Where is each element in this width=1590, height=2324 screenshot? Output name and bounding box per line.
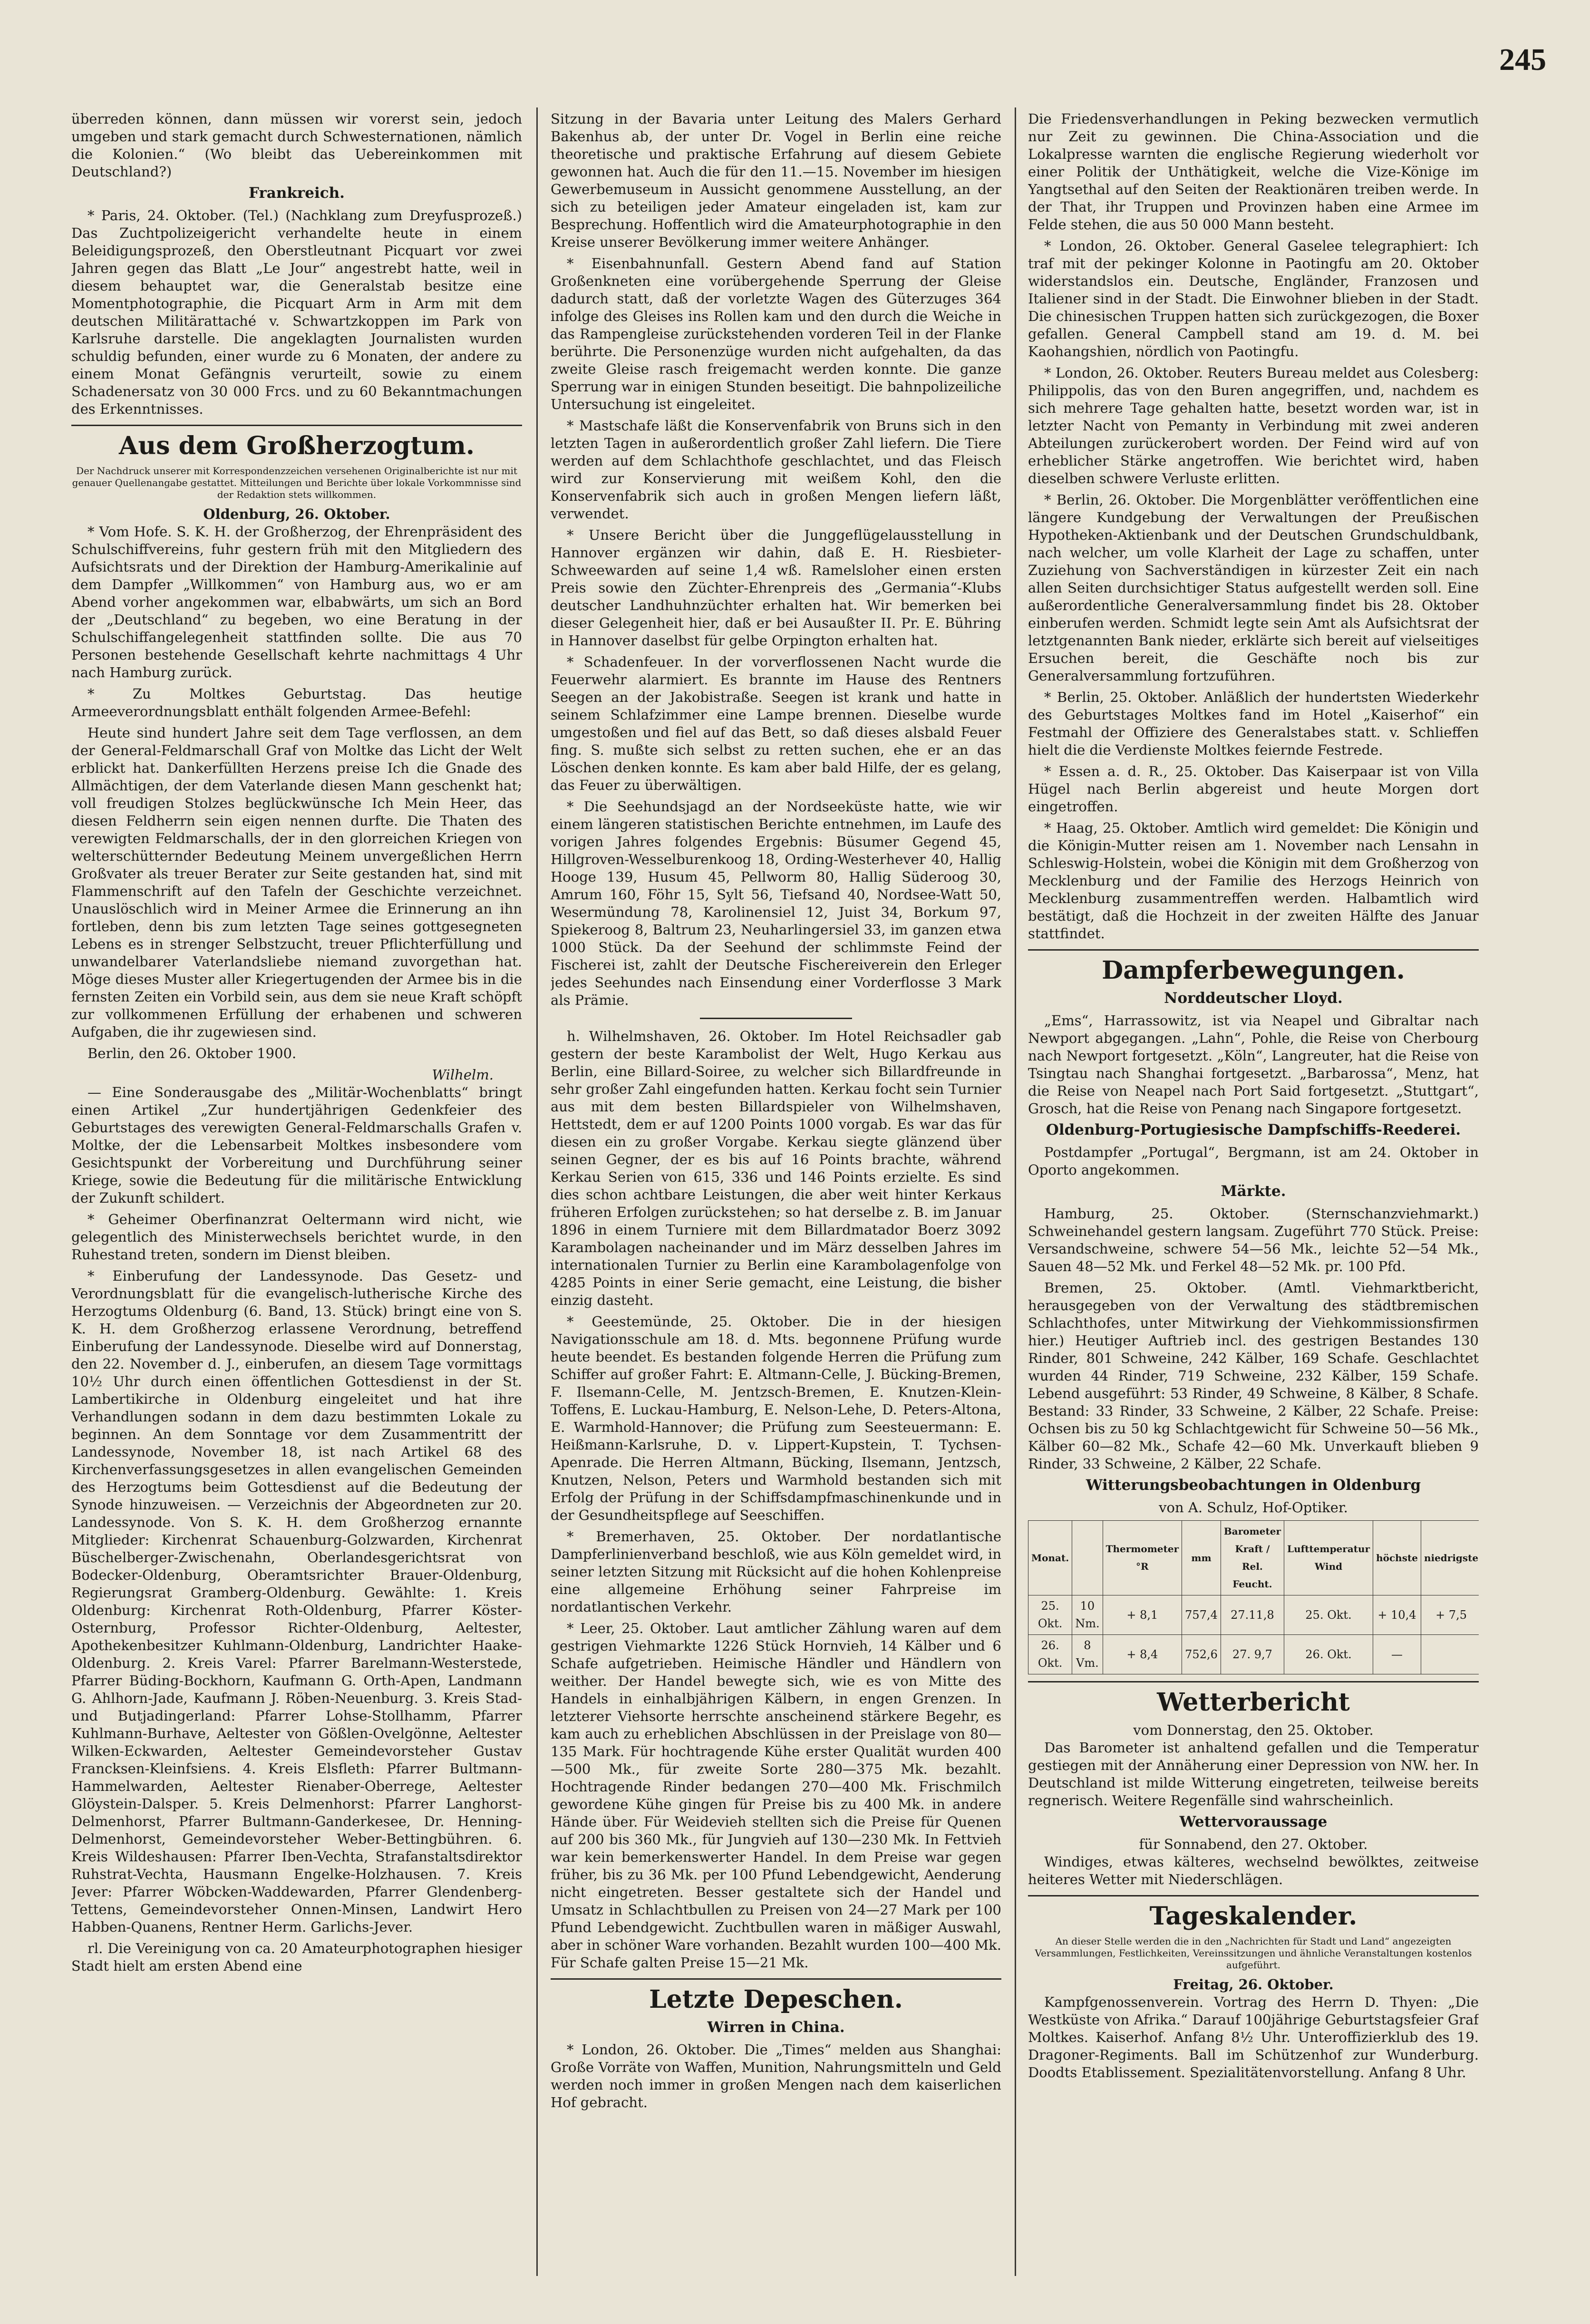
column-1 [71,110,522,2279]
table-cell: 25. Okt. [1284,1595,1373,1635]
table-cell: 10 Nm. [1072,1595,1103,1635]
table-cell: 26. Okt. [1284,1635,1373,1674]
subsection-heading: Wettervoraussage [1179,1813,1328,1830]
section-title: Letzte Depeschen. [551,1978,1001,2015]
article-mastschafe: * Mastschafe läßt die Konservenfabrik von Bruns sich in den letzten Tagen in außerordentlich großer Zahl liefern. Die Tiere werden auf dem Schlachthofe geschlachtet, und das Fleisch wird zur Konservierung mit weißem Kohl, den die Konservenfabrik sich auch in großen Mengen liefern läßt, verwendet. [551,418,1001,522]
column-header: Monat. [1028,1521,1072,1595]
subsection-heading: Norddeutscher Lloyd. [1164,990,1343,1007]
table-cell: 757,4 [1182,1595,1221,1635]
table-row [1028,1595,1479,1635]
article-text: überreden können, dann müssen wir vorerst sein, jedoch umgeben und stark gemacht durch Schwesternationen, nämlich die Kolonien.“ (Wo bleibt das Uebereinkommen mit Deutschland?) [71,111,522,180]
subsection-subtitle: für Sonnabend, den 27. Oktober. [1139,1836,1368,1852]
article-haag: * Haag, 25. Oktober. Amtlich wird gemeldet: Die Königin und die Königin-Mutter reisen am 1. November nach Lensahn in Schleswig-Holstein, wobei die Königin mit dem Großherzog von Mecklenburg und der Familie des Herzogs Heinrich von Mecklenburg zusammentreffen werden. Halbamtlich wird bestätigt, daß die Hochzeit in der zweiten Hälfte des Januar stattfindet. [1028,820,1479,942]
article-london-3: * London, 26. Oktober. Reuters Bureau meldet aus Colesberg: Philippolis, das von den Buren angegriffen, und, nachdem es sich mehrere Tage gehalten hatte, besetzt worden war, ist in letzter Nacht von Pemanty in Verbindung mit zwei anderen Abteilungen zurückerobert worden. Der Feind wird auf von erheblicher Stärke angetroffen. Wie berichtet wird, haben dieselben schwere Verluste erlitten. [1028,365,1479,486]
section-title: Dampferbewegungen. [1028,949,1479,986]
article-leer: * Leer, 25. Oktober. Laut amtlicher Zählung waren auf dem gestrigen Viehmarkte 1226 Stück Hornvieh, 14 Kälber und 6 Schafe aufgetrieben. Heimische Händler und Händlern von weither. Der Handel bewegte sich, wie es von Mitte des Handels in einhalbjährigen Kälbern, in engen Grenzen. In letzterer Viehsorte herrschte anscheinend stärkere Begehr, es kam auch zu erheblichen Abschlüssen in der Preislage von 80—135 Mark. Für hochtragende Kühe erster Qualität wurden 400—500 Mk., für zweite Sorte 280—375 Mk. bezahlt. Hochtragende Rinder bedangen 270—400 Mk. Frischmilch gewordene Kühe gingen für Preise bis zu 400 Mk. in andere Hände über. Für Weidevieh stellten sich die Preise für Quenen auf 200 bis 360 Mk., für Jungvieh auf 130—230 Mk. In Fettvieh war kein bemerkenswerter Handel. In dem Preise war gegen früher, bis zu 36 Mk. per 100 Pfund Lebendgewicht, Aenderung nicht eingetreten. Besser gestaltete sich der Handel und Umsatz in Schlachtbullen zu Preisen von 24—27 Mark per 100 Pfund Lebendgewicht. Zuchtbullen waren in mäßiger Auswahl, aber in schöner Ware vorhanden. Bezahlt wurden 100—400 Mk. Für Schafe galten Preise 15—21 Mk. [551,1620,1001,1971]
article-sonderausgabe: — Eine Sonderausgabe des „Militär-Wochenblatts“ bringt einen Artikel „Zur hundertjährigen Gedenkfeier des Geburtstages des verewigten General-Feldmarschalls Grafen v. Moltke, der die Lebensarbeit Moltkes insbesondere vom Gesichtspunkt der Vorbereitung und Durchführung seiner Kriege, sowie die Bedeutung für die militärische Entwicklung der Zukunft schildert. [71,1084,522,1206]
article-oeltermann: * Geheimer Oberfinanzrat Oeltermann wird nicht, wie gelegentlich des Ministerwechsels berichtet wurde, in den Ruhestand treten, sondern im Dienst bleiben. [71,1211,522,1263]
column-header: höchste [1373,1521,1421,1595]
article-text: Die Friedensverhandlungen in Peking bezwecken vermutlich nur Zeit zu gewinnen. Die China-Association und die Lokalpresse warnten die englische Regierung wiederholt vor einer Politik der Unthätigkeit, welche die Vize-Könige im Yangtsethal auf den Seiten der Reaktionären treiben werde. In der That, ihr Truppen und Provinzen haben eine Armee im Felde stehen, die aus 50 000 Mann besteht. [1028,111,1479,233]
article-wilhelmshaven: h. Wilhelmshaven, 26. Oktober. Im Hotel Reichsadler gab gestern der beste Karambolist der Welt, Hugo Kerkau aus Berlin, eine Billard-Soiree, zu welcher sich Billardfreunde in sehr großer Zahl eingefunden hatten. Kerkau focht sein Turnier aus mit dem besten Billardspieler von Wilhelmshaven, Hettstedt, dem er auf 1200 Points 1000 vorgab. Es war das für diesen ein zu großer Vorgabe. Kerkau siegte glänzend über seinen Gegner, der es bis auf 16 Points brachte, während Kerkau Serien von 615, 336 und 146 Points erzielte. Es sind dies schon achtbare Leistungen, die aber weit hinter Kerkaus früheren Erfolgen zurückstehen; so hat derselbe z. B. im Januar 1896 in einem Turniere mit dem Billardmatador Boerz 3092 Karambolagen nacheinander und im März desselben Jahres im internationalen Turnier zu Berlin eine Karambolagenfolge von 4285 Points in einer Serie gemacht, eine Leistung, die bisher einzig dasteht. [551,1028,1001,1308]
article-hamburg: Hamburg, 25. Oktober. (Sternschanzviehmarkt.) Schweinehandel gestern langsam. Zugeführt 770 Stück. Preise: Versandschweine, schwere 54—56 Mk., leichte 52—54 Mk., Sauen 48—52 Mk. und Ferkel 48—52 Mk. pr. 100 Pfd. [1028,1206,1479,1274]
article-essen: * Essen a. d. R., 25. Oktober. Das Kaiserpaar ist von Villa Hügel nach Berlin abgereist und heute Morgen dort eingetroffen. [1028,763,1479,815]
article-moltke-text: Heute sind hundert Jahre seit dem Tage verflossen, an dem der General-Feldmarschall Graf von Moltke das Licht der Welt erblickt hat. Dankerfüllten Herzens preise Ich die Gnade des Allmächtigen, der dem Vaterlande diesen Mann geschenkt hat; voll freudigen Stolzes beglückwünsche Ich Mein Heer, das diesen Feldherrn sein eigen nennen durfte. Die Thaten des verewigten Feldmarschalls, der in den glorreichen Kriegen von welterschütternder Bedeutung Meinem unvergeßlichen Herrn Großvater als treuer Berater zur Seite gestanden hat, sind mit Flammenschrift auf den Tafeln der Geschichte verzeichnet. Unauslöschlich wird in Meiner Armee die Erinnerung an ihn fortleben, denn bis zum letzten Tage seines gottgesegneten Lebens es in strenger Selbstzucht, treuer Pflichterfüllung und unwandelbarer Vaterlandsliebe niemand zuvorgethan hat. Möge dieses Muster aller Kriegertugenden der Armee bis in die fernsten Zeiten ein Vorbild sein, aus dem sie neue Kraft schöpft zur vollkommenen Erfüllung der erhabenen und schweren Aufgaben, die ihr zugewiesen sind. [71,725,522,1040]
column-header [1072,1521,1103,1595]
article-wetter: Das Barometer ist anhaltend gefallen und die Temperatur gestiegen mit der Annäherung einer Depression von NW. her. In Deutschland ist milde Witterung eingetreten, teilweise bereits regnerisch. Weitere Regenfälle sind wahrscheinlich. [1028,1740,1479,1809]
subsection-heading: Wirren in China. [707,2019,845,2036]
table-cell: — [1373,1635,1421,1674]
column-header: Thermometer °R [1103,1521,1182,1595]
column-rule [1015,107,1016,2276]
section-title: Aus dem Großherzogtum. [71,425,522,461]
subsection-heading: Frankreich. [249,185,345,202]
table-cell: 752,6 [1182,1635,1221,1674]
subsection-subtitle: von A. Schulz, Hof-Optiker. [1159,1499,1348,1516]
column-3 [1028,110,1479,2279]
article-landessynode: * Einberufung der Landessynode. Das Gesetz- und Verordnungsblatt für die evangelisch-lutherische Kirche des Herzogtums Oldenburg (6. Band, 13. Stück) bringt eine von S. K. H. dem Großherzog erlassene Verordnung, betreffend Einberufung der Landessynode. Dieselbe wird auf Donnerstag, den 22. November d. J., einberufen, an diesem Tage vormittags 10½ Uhr durch einen öffentlichen Gottesdienst in der St. Lambertikirche in Oldenburg eingeleitet und hat ihre Verhandlungen sodann in dem dazu bestimmten Lokale zu beginnen. An dem Sonntage vor dem Zusammentritt der Landessynode, November 18, ist nach Artikel 68 des Kirchenverfassungsgesetzes in allen evangelischen Gemeinden des Herzogtums beim Gottesdienst auf die Bedeutung der Synode hinzuweisen. — Verzeichnis der Abgeordneten zur 20. Landessynode. Von S. K. H. dem Großherzog ernannte Mitglieder: Kirchenrat Schauenburg-Golzwarden, Kirchenrat Büschelberger-Zwischenahn, Oberlandesgerichtsrat von Bodecker-Oldenburg, Oberamtsrichter Brauer-Oldenburg, Regierungsrat Gramberg-Oldenburg. Gewählte: 1. Kreis Oldenburg: Kirchenrat Roth-Oldenburg, Pfarrer Köster-Osternburg, Professor Richter-Oldenburg, Aeltester, Apothekenbesitzer Kuhlmann-Oldenburg, Landrichter Haake-Oldenburg. 2. Kreis Varel: Pfarrer Barelmann-Westerstede, Pfarrer Büding-Bockhorn, Kaufmann G. Orth-Apen, Landmann G. Ahlhorn-Jade, Kaufmann J. Röben-Neuenburg. 3. Kreis Stad- und Butjadingerland: Pfarrer Lohse-Stollhamm, Pfarrer Kuhlmann-Burhave, Aeltester von Gößlen-Ovelgönne, Aeltester Wilken-Eckwarden, Aeltester Gemeindevorsteher Gustav Francksen-Kleinfsiens. 4. Kreis Elsfleth: Pfarrer Bultmann-Hammelwarden, Aeltester Rienaber-Oberrege, Aeltester Glöystein-Dalsper. 5. Kreis Delmenhorst: Pfarrer Langhorst-Delmenhorst, Pfarrer Bultmann-Ganderkesee, Dr. Henning-Delmenhorst, Gemeindevorsteher Weber-Bettingbühren. 6. Kreis Wildeshausen: Pfarrer Iben-Vechta, Strafanstaltsdirektor Ruhstrat-Vechta, Hausmann Engelke-Holzhausen. 7. Kreis Jever: Pfarrer Wöbcken-Waddewarden, Pfarrer Glendenberg-Tettens, Gemeindevorsteher Onnen-Minsen, Landwirt Hero Habben-Quanens, Rentner Herm. Garlichs-Jever. [71,1268,522,1935]
table-cell: 8 Vm. [1072,1635,1103,1674]
table-row [1028,1635,1479,1674]
article-geestemuende: * Geestemünde, 25. Oktober. Die in der hiesigen Navigationsschule am 18. d. Mts. begonnene Prüfung wurde heute beendet. Es bestanden folgende Herren die Prüfung zum Schiffer auf großer Fahrt: E. Altmann-Celle, J. Bücking-Bremen, F. Ilsemann-Celle, M. Jentzsch-Bremen, E. Knutzen-Klein-Toffens, E. Luckau-Hamburg, E. Nelson-Lehe, D. Peters-Altona, E. Warmhold-Hannover; die Prüfung zum Seesteuermann: E. Heißmann-Karlsruhe, D. v. Lippert-Kupstein, T. Tychsen-Apenrade. Die Herren Altmann, Bücking, Ilsemann, Jentzsch, Knutzen, Nelson, Peters und Warmhold bestanden sich mit Erfolg der Prüfung in der Schiffsdampfmaschinenkunde und in der Gesundheitspflege auf Seeschiffen. [551,1313,1001,1523]
section-title: Wetterbericht [1028,1681,1479,1718]
article-text: Sitzung in der Bavaria unter Leitung des Malers Gerhard Bakenhus ab, der unter Dr. Vogel in Berlin eine reiche theoretische und praktische Erfahrung auf diesem Gebiete gewonnen hat. Auch die für den 11.—15. November im hiesigen Gewerbemuseum in Aussicht genommene Ausstellung, an der sich zu beteiligen jeder Amateur eingeladen ist, kam zur Besprechung. Hoffentlich wird die Amateurphotographie in den Kreise unserer Bevölkerung immer weitere Anhänger. [551,111,1001,250]
section-note: An dieser Stelle werden die in den „Nachrichten für Stadt und Land“ angezeigten Versammlungen, Festlichkeiten, Vereinssitzungen und ähnliche Veranstaltungen kostenlos aufgeführt. [1035,1935,1472,1971]
table-cell: 25. Okt. [1028,1595,1072,1635]
subsection-heading: Witterungsbeobachtungen in Oldenburg [1086,1477,1421,1494]
section-note: Der Nachdruck unserer mit Korrespondenzzeichen versehenen Originalberichte ist nur mit genauer Quellenangabe gestattet. Mitteilungen und Berichte über lokale Vorkommnisse sind der Redaktion stets willkommen. [72,465,522,500]
subsection-heading: Oldenburg-Portugiesische Dampfschiffs-Reederei. [1046,1121,1461,1138]
table-cell: + 8,1 [1103,1595,1182,1635]
article-paris: * Paris, 24. Oktober. (Tel.) (Nachklang zum Dreyfusprozeß.) Das Zuchtpolizeigericht verhandelte heute in einem Beleidigungsprozeß, den Oberstleutnant Picquart vor zwei Jahren gegen das Blatt „Le Jour“ angestrebt hatte, weil in diesem behauptet war, die Generalstab besitze eine Momentphotographie, die Picquart Arm in Arm mit dem deutschen Militärattaché v. Schwartzkoppen im Park von Karlsruhe darstelle. Die angeklagten Journalisten wurden schuldig befunden, einer wurde zu 6 Monaten, der andere zu einem Monat Gefängnis verurteilt, sowie zu einem Schadenersatz von 30 000 Frcs. und zu 60 Bekanntmachungen des Erkenntnisses. [71,207,522,417]
column-header: Barometer Kraft / Rel. Feucht. [1221,1521,1284,1595]
article-bremen: Bremen, 25. Oktober. (Amtl. Viehmarktbericht, herausgegeben von der Verwaltung des städtbremischen Schlachthofes, unter Mitwirkung der Viehkommissionsfirmen hier.) Heutiger Auftrieb incl. des gestrigen Bestandes 130 Rinder, 801 Schweine, 242 Kälber, 169 Schafe. Geschlachtet wurden 44 Rinder, 719 Schweine, 232 Kälber, 159 Schafe. Lebend ausgeführt: 53 Rinder, 49 Schweine, 8 Kälber, 8 Schafe. Bestand: 33 Rinder, 33 Schweine, 2 Kälber, 22 Schafe. Preise: Ochsen bis zu 50 kg Schlachtgewicht für Schweine 50—56 Mk., Kälber 60—82 Mk., Schafe 42—60 Mk. Unverkauft blieben 9 Rinder, 33 Schweine, 2 Kälber, 22 Schafe. [1028,1280,1479,1472]
article-schadenfeuer: * Schadenfeuer. In der vorverflossenen Nacht wurde die Feuerwehr alarmiert. Es brannte im Hause des Rentners Seegen an der Jakobistraße. Seegen ist krank und hatte in seinem Schlafzimmer eine Lampe brennen. Dieselbe wurde umgestoßen und fiel auf das Bett, so daß dieses alsbald Feuer fing. S. mußte sich selbst zu retten suchen, ehe er an das Löschen denken konnte. Es kam aber bald Hilfe, der es gelang, das Feuer zu überwältigen. [551,654,1001,793]
article-hofe: * Vom Hofe. S. K. H. der Großherzog, der Ehrenpräsident des Schulschiffvereins, fuhr gestern früh mit den Mitgliedern des Aufsichtsrats und der Direktion der Hamburg-Amerikalinie auf dem Dampfer „Willkommen“ von Hamburg aus, wo er am Abend vorher angekommen war, elbabwärts, um sich an Bord der „Deutschland“ zu begeben, wo eine Beratung in der Schulschiffangelegenheit stattfinden sollte. Die aus 70 Personen bestehende Gesellschaft kehrte nachmittags 4 Uhr nach Hamburg zurück. [71,524,522,681]
column-rule [536,107,538,2276]
page-number: 245 [1499,42,1546,77]
article-junggefluegel: * Unsere Bericht über die Junggeflügelausstellung in Hannover ergänzen wir dahin, daß E. H. Riesbieter-Schweewarden auf seine 1,4 wß. Ramelsloher einen ersten Preis sowie den Züchter-Ehrenpreis des „Germania“-Klubs deutscher Landhuhnzüchter erhalten hat. Wir bemerken bei dieser Gelegenheit hier, daß er bei Ausaußter II. Pr. E. Bühring in Hannover daselbst für gelbe Orpington erhalten hat. [551,527,1001,649]
divider [700,1018,852,1019]
article-eisenbahn: * Eisenbahnunfall. Gestern Abend fand auf Station Großenkneten eine vorübergehende Sperrung der Gleise dadurch statt, daß der vorletzte Wagen des Güterzuges 364 infolge des Gleises ins Rollen kam und den durch die Weiche in das Rampengleise zurückstehenden vorderen Teil in der Flanke berührte. Die Personenzüge wurden nicht aufgehalten, da das zweite Gleise rasch freigemacht werden konnte. Die ganze Sperrung war in einigen Stunden beseitigt. Die bahnpolizeiliche Untersuchung ist eingeleitet. [551,255,1001,412]
article-bremerhaven: * Bremerhaven, 25. Oktober. Der nordatlantische Dampferlinienverband beschloß, wie aus Köln gemeldet wird, in seiner letzten Sitzung mit Rücksicht auf die hohen Kohlenpreise eine allgemeine Erhöhung seiner Fahrpreise im nordatlantischen Verkehr. [551,1528,1001,1615]
column-header: mm [1182,1521,1221,1595]
article-berlin-2: * Berlin, 25. Oktober. Anläßlich der hundertsten Wiederkehr des Geburtstages Moltkes fand im Hotel „Kaiserhof“ ein Festmahl der Offiziere des Generalstabes statt. v. Schlieffen hielt die die Verdienste Moltkes feiernde Festrede. [1028,689,1479,758]
article-vereinigung: rl. Die Vereinigung von ca. 20 Amateurphotographen hiesiger Stadt hielt am ersten Abend eine [71,1940,522,1974]
subsection-heading: Märkte. [1221,1183,1286,1200]
article-oldenburg-portugal: Postdampfer „Portugal“, Bergmann, ist am 24. Oktober in Oporto angekommen. [1028,1144,1479,1178]
table-header-row [1028,1521,1479,1595]
article-vorhersage: Windiges, etwas kälteres, wechselnd bewölktes, zeitweise heiteres Wetter mit Niederschlägen. [1028,1854,1479,1887]
column-header: niedrigste [1421,1521,1479,1595]
table-cell: 27.11,8 [1221,1595,1284,1635]
table-cell: + 10,4 [1373,1595,1421,1635]
signature: Wilhelm. [432,1067,494,1083]
article-seehundsjagd: * Die Seehundsjagd an der Nordseeküste hatte, wie wir einem längeren statistischen Berichte entnehmen, im Laufe des vorigen Jahres folgendes Ergebnis: Büsumer Gegend 45, Hillgroven-Wesselburenkoog 18, Ording-Westerhever 40, Hallig Hooge 139, Husum 45, Pellworm 80, Hallig Süderoog 30, Amrum 160, Föhr 15, Sylt 56, Tiefsand 40, Nordsee-Watt 50, Wesermündung 78, Karolinensiel 12, Juist 34, Borkum 97, Spiekeroog 8, Baltrum 23, Neuharlingersiel 33, im ganzen etwa 1000 Stück. Da der Seehund der schlimmste Feind der Fischerei ist, zahlt der Deutsche Fischereiverein den Erleger jedes Seehundes nach Einsendung einer Vorderflosse 3 Mark als Prämie. [551,798,1001,1008]
table-cell: + 8,4 [1103,1635,1182,1674]
article-london-2: * London, 26. Oktober. General Gaselee telegraphiert: Ich traf mit der pekinger Kolonne in Paotingfu am 20. Oktober widerstandslos ein. Deutsche, Engländer, Franzosen und Italiener sind in der Stadt. Die Einwohner blieben in der Stadt. Die chinesischen Truppen hatten sich zurückgezogen, die Boxer gefallen. General Campbell stand am 19. d. M. bei Kaohangshien, nördlich von Paotingfu. [1028,238,1479,360]
article-moltke: * Zu Moltkes Geburtstag. Das heutige Armeeverordnungsblatt enthält folgenden Armee-Befehl: [71,686,522,720]
subsection-subtitle: vom Donnerstag, den 25. Oktober. [1133,1722,1374,1738]
column-header: Lufttemperatur Wind [1284,1521,1373,1595]
section-title: Tageskalender. [1028,1895,1479,1932]
table-cell [1421,1635,1479,1674]
table-cell: 27. 9,7 [1221,1635,1284,1674]
dateline: Freitag, 26. Oktober. [1173,1976,1334,1993]
table-cell: 26. Okt. [1028,1635,1072,1674]
weather-table [1028,1520,1479,1674]
article-moltke-date: Berlin, den 26. Oktober 1900. [87,1045,297,1061]
table-cell: + 7,5 [1421,1595,1479,1635]
article-tageskalender: Kampfgenossenverein. Vortrag des Herrn D. Thyen: „Die Westküste von Afrika.“ Darauf 100jährige Geburtstagsfeier Graf Moltkes. Kaiserhof. Anfang 8½ Uhr. Unteroffizierklub des 19. Dragoner-Regiments. Ball im Schützenhof zur Wunderburg. Doodts Etablissement. Spezialitätenvorstellung. Anfang 8 Uhr. [1028,1994,1479,2081]
article-lloyd: „Ems“, Harrassowitz, ist via Neapel und Gibraltar nach Newport abgegangen. „Lahn“, Pohle, die Reise von Cherbourg nach Newport fortgesetzt. „Köln“, Langreuter, hat die Reise von Tsingtau nach Shanghai fortgesetzt. „Barbarossa“, Menz, hat die Reise von Neapel nach Port Said fortgesetzt. „Stuttgart“, Grosch, hat die Reise von Penang nach Singapore fortgesetzt. [1028,1012,1479,1117]
column-2 [551,110,1001,2279]
dateline: Oldenburg, 26. Oktober. [203,506,390,522]
article-berlin-1: * Berlin, 26. Oktober. Die Morgenblätter veröffentlichen eine längere Kundgebung der Verwaltungen der Preußischen Hypotheken-Aktienbank und der Deutschen Grundschuldbank, nach welcher, um volle Klarheit der Lage zu schaffen, unter Zuziehung von Sachverständigen in kürzester Zeit ein nach allen Seiten durchsichtiger Status aufgestellt werden soll. Eine außerordentliche Generalversammlung findet bis 28. Oktober einberufen werden. Schmidt legte sein Amt als Aufsichtsrat der letztgenannten Bank nieder, erklärte sich bereit auf vielseitiges Ersuchen bereit, die Geschäfte noch bis zur Generalversammlung fortzuführen. [1028,492,1479,684]
article-london: * London, 26. Oktober. Die „Times“ melden aus Shanghai: Große Vorräte von Waffen, Munition, Nahrungsmitteln und Geld werden noch immer in großen Mengen nach dem kaiserlichen Hof gebracht. [551,2042,1001,2110]
